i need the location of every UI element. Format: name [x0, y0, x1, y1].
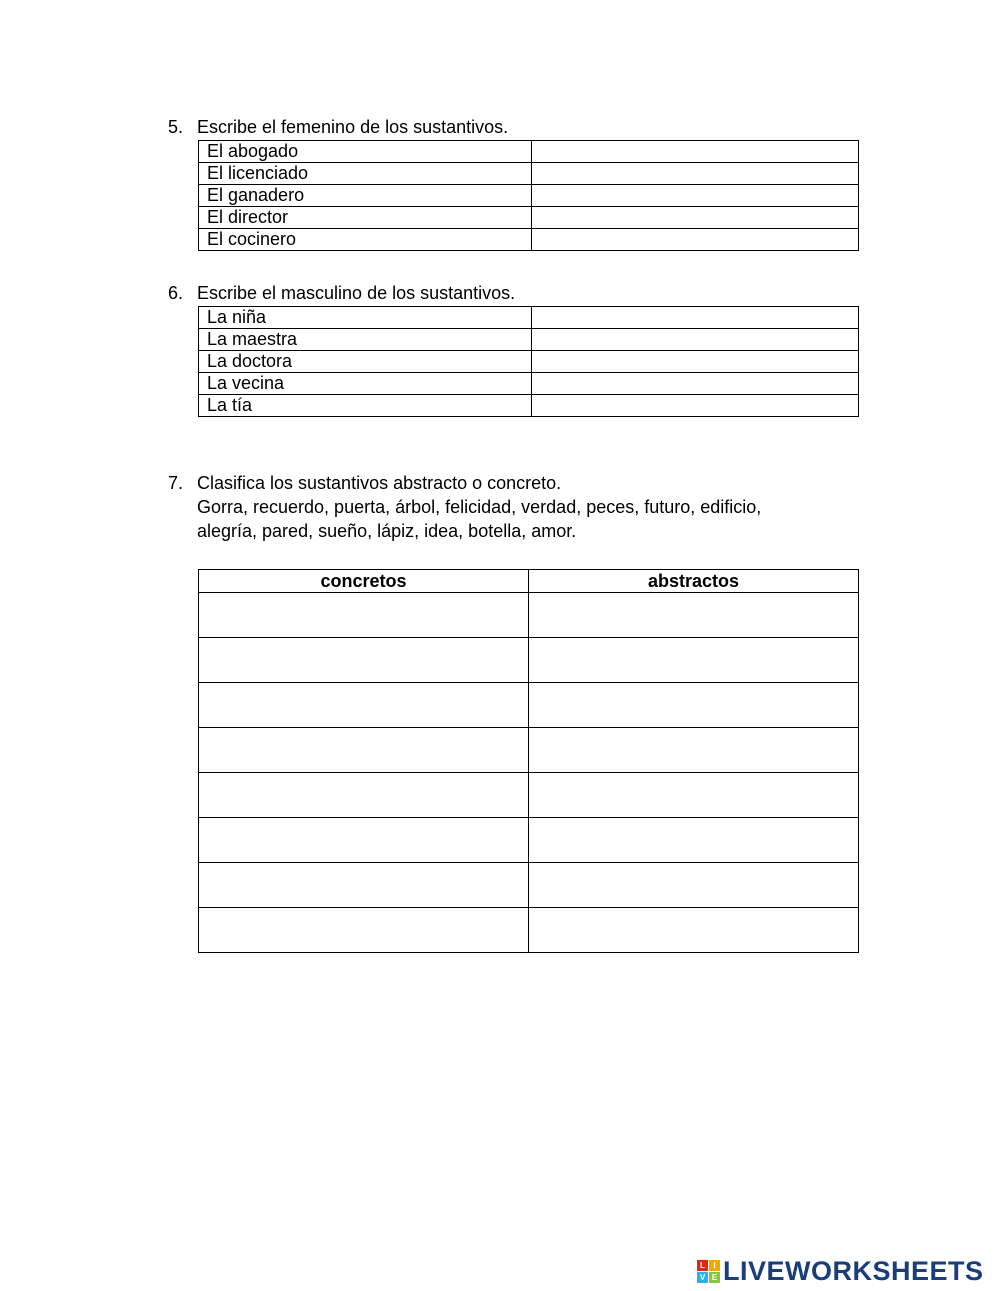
table-row [199, 683, 859, 728]
table-row [199, 773, 859, 818]
table-row [199, 141, 859, 163]
liveworksheets-brand [697, 1256, 984, 1286]
answer-cell[interactable] [532, 395, 859, 417]
classification-table [198, 569, 859, 953]
concrete-answer-cell[interactable] [199, 908, 529, 953]
table-row [199, 229, 859, 251]
concrete-answer-cell[interactable] [199, 728, 529, 773]
table-row [199, 638, 859, 683]
question-5-number: 5. [168, 117, 184, 137]
abstract-answer-cell[interactable] [529, 773, 859, 818]
table-row [199, 351, 859, 373]
table-row [199, 728, 859, 773]
answer-cell[interactable] [532, 329, 859, 351]
abstract-answer-cell[interactable] [529, 728, 859, 773]
logo-letter-v: V [697, 1272, 708, 1283]
concrete-answer-cell[interactable] [199, 683, 529, 728]
table-row [199, 207, 859, 229]
table-row [199, 329, 859, 351]
noun-cell: El licenciado [199, 163, 532, 185]
logo-letter-l: L [697, 1260, 708, 1271]
abstract-answer-cell[interactable] [529, 593, 859, 638]
question-7 [168, 471, 761, 543]
noun-cell: La doctora [199, 351, 532, 373]
noun-cell: La maestra [199, 329, 532, 351]
noun-cell: El director [199, 207, 532, 229]
table-row [199, 593, 859, 638]
answer-cell[interactable] [532, 141, 859, 163]
logo-letter-i: I [709, 1260, 720, 1271]
answer-cell[interactable] [532, 207, 859, 229]
answer-cell[interactable] [532, 307, 859, 329]
question-6-number: 6. [168, 283, 184, 303]
masculine-table [198, 306, 859, 417]
table-row [199, 373, 859, 395]
concrete-answer-cell[interactable] [199, 863, 529, 908]
noun-cell: La niña [199, 307, 532, 329]
logo-letter-e: E [709, 1272, 720, 1283]
question-7-prompt: Clasifica los sustantivos abstracto o concreto. [197, 473, 562, 493]
noun-cell: La vecina [199, 373, 532, 395]
table-row [199, 908, 859, 953]
word-list-line-1: Gorra, recuerdo, puerta, árbol, felicidad, verdad, peces, futuro, edificio, [197, 497, 762, 517]
noun-cell: El cocinero [199, 229, 532, 251]
column-header-concretos: concretos [199, 570, 529, 593]
table-row [199, 163, 859, 185]
noun-cell: La tía [199, 395, 532, 417]
abstract-answer-cell[interactable] [529, 863, 859, 908]
question-5 [168, 115, 508, 139]
table-row [199, 185, 859, 207]
concrete-answer-cell[interactable] [199, 773, 529, 818]
answer-cell[interactable] [532, 373, 859, 395]
answer-cell[interactable] [532, 185, 859, 207]
word-list-line-2: alegría, pared, sueño, lápiz, idea, botella, amor. [197, 521, 577, 541]
concrete-answer-cell[interactable] [199, 638, 529, 683]
table-row [199, 863, 859, 908]
table-row [199, 395, 859, 417]
abstract-answer-cell[interactable] [529, 638, 859, 683]
noun-cell: El ganadero [199, 185, 532, 207]
question-7-heading [168, 471, 761, 495]
answer-cell[interactable] [532, 229, 859, 251]
table-row [199, 818, 859, 863]
brand-wordmark: LIVEWORKSHEETS [723, 1255, 984, 1286]
concrete-answer-cell[interactable] [199, 593, 529, 638]
liveworksheets-logo-icon [697, 1260, 720, 1283]
question-6 [168, 281, 515, 305]
question-7-number: 7. [168, 473, 184, 493]
table-header-row [199, 570, 859, 593]
noun-cell: El abogado [199, 141, 532, 163]
question-5-prompt: Escribe el femenino de los sustantivos. [197, 117, 509, 137]
column-header-abstractos: abstractos [529, 570, 859, 593]
abstract-answer-cell[interactable] [529, 818, 859, 863]
abstract-answer-cell[interactable] [529, 908, 859, 953]
answer-cell[interactable] [532, 163, 859, 185]
concrete-answer-cell[interactable] [199, 818, 529, 863]
table-row [199, 307, 859, 329]
feminine-table [198, 140, 859, 251]
question-6-prompt: Escribe el masculino de los sustantivos. [197, 283, 516, 303]
abstract-answer-cell[interactable] [529, 683, 859, 728]
answer-cell[interactable] [532, 351, 859, 373]
